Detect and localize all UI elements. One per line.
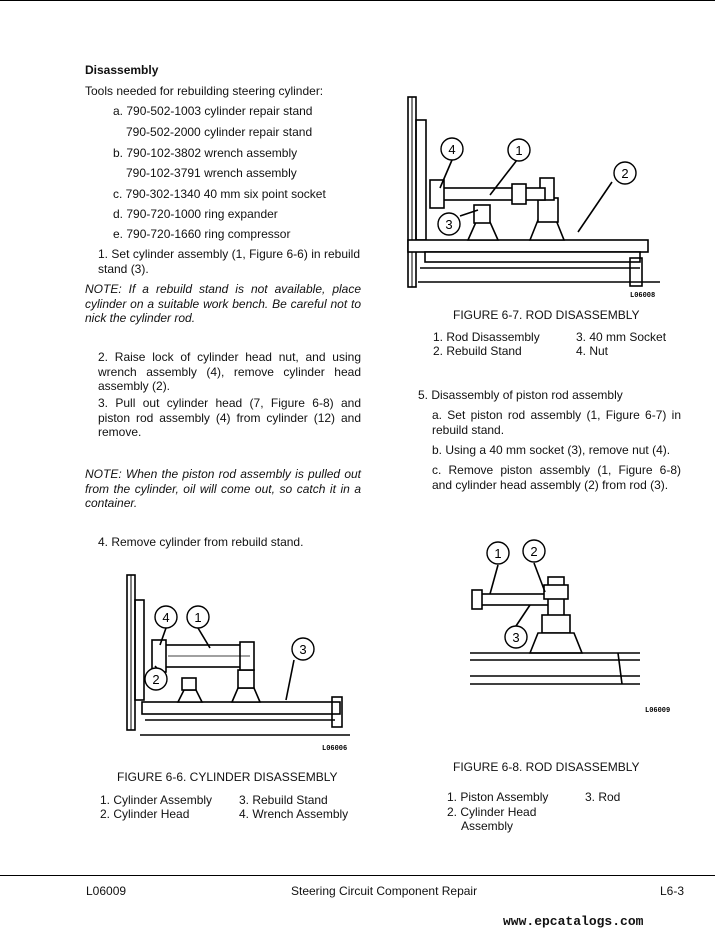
fig68-callout-1: 1 — [494, 546, 502, 561]
fig67-legend-item: 4. Nut — [576, 344, 609, 358]
step-5b: b. Using a 40 mm socket (3), remove nut (4). — [432, 443, 671, 457]
tool-item: a. 790-502-1003 cylinder repair stand — [113, 104, 313, 118]
fig68-legend-item: Assembly — [461, 819, 514, 833]
figure-6-7-caption: FIGURE 6-7. ROD DISASSEMBLY — [453, 308, 640, 322]
fig68-callout-3: 3 — [512, 630, 520, 645]
footer-section-title: Steering Circuit Component Repair — [291, 884, 478, 898]
fig68-callout-2: 2 — [530, 544, 538, 559]
step-5a: a. Set piston rod assembly (1, Figure 6-7) in rebuild stand. — [432, 408, 681, 437]
step-1: 1. Set cylinder assembly (1, Figure 6-6) in rebuild stand (3). — [98, 247, 360, 276]
note-1: NOTE: If a rebuild stand is not available, place cylinder on a suitable work bench. Be careful not to nick the cylinder rod. — [85, 282, 361, 325]
fig68-code: L06009 — [645, 707, 671, 715]
section-heading: Disassembly — [85, 63, 159, 77]
tool-item: e. 790-720-1660 ring compressor — [113, 227, 291, 241]
fig67-legend-item: 3. 40 mm Socket — [576, 330, 667, 344]
fig66-callout-4: 4 — [162, 610, 170, 625]
tool-item: b. 790-102-3802 wrench assembly — [113, 146, 298, 160]
fig67-code: L06008 — [630, 292, 656, 300]
top-rule — [0, 0, 715, 1]
fig66-callout-3: 3 — [299, 642, 307, 657]
figure-6-6-caption: FIGURE 6-6. CYLINDER DISASSEMBLY — [117, 770, 338, 784]
step-3: 3. Pull out cylinder head (7, Figure 6-8) and piston rod assembly (4) from cylinder (12) and remove. — [98, 396, 361, 439]
figure-6-8-caption: FIGURE 6-8. ROD DISASSEMBLY — [453, 760, 640, 774]
fig66-callout-2: 2 — [152, 672, 160, 687]
tools-intro: Tools needed for rebuilding steering cylinder: — [85, 84, 324, 98]
footer-doc-code: L06009 — [86, 884, 127, 898]
fig66-legend-item: 2. Cylinder Head — [100, 807, 190, 821]
step-5: 5. Disassembly of piston rod assembly — [418, 388, 623, 402]
fig68-legend-item: 3. Rod — [585, 790, 621, 804]
tool-item: c. 790-302-1340 40 mm six point socket — [113, 187, 326, 201]
fig67-callout-1: 1 — [515, 143, 523, 158]
tool-item: 790-102-3791 wrench assembly — [126, 166, 297, 180]
fig68-legend-item: 1. Piston Assembly — [447, 790, 549, 804]
step-4: 4. Remove cylinder from rebuild stand. — [98, 535, 304, 549]
note-2: NOTE: When the piston rod assembly is pulled out from the cylinder, oil will come out, so catch it in a container. — [85, 467, 361, 510]
step-5c: c. Remove piston assembly (1, Figure 6-8) and cylinder head assembly (2) from rod (3). — [432, 463, 681, 492]
tool-item: 790-502-2000 cylinder repair stand — [126, 125, 313, 139]
fig67-legend-item: 1. Rod Disassembly — [433, 330, 540, 344]
fig66-legend-item: 3. Rebuild Stand — [239, 793, 328, 807]
watermark-link[interactable]: www.epcatalogs.com — [503, 914, 644, 929]
fig67-callout-3: 3 — [445, 217, 453, 232]
footer-page-number: L6-3 — [660, 884, 685, 898]
fig68-legend-item: 2. Cylinder Head — [447, 805, 537, 819]
tool-item: d. 790-720-1000 ring expander — [113, 207, 278, 221]
fig66-callout-1: 1 — [194, 610, 202, 625]
fig67-legend-item: 2. Rebuild Stand — [433, 344, 522, 358]
fig66-legend-item: 4. Wrench Assembly — [239, 807, 349, 821]
step-2: 2. Raise lock of cylinder head nut, and using wrench assembly (4), remove cylinder head assembly (2). — [98, 350, 361, 393]
fig67-callout-2: 2 — [621, 166, 629, 181]
footer-rule — [0, 875, 715, 876]
fig67-callout-4: 4 — [448, 142, 456, 157]
fig66-legend-item: 1. Cylinder Assembly — [100, 793, 213, 807]
fig66-code: L06006 — [322, 745, 348, 753]
